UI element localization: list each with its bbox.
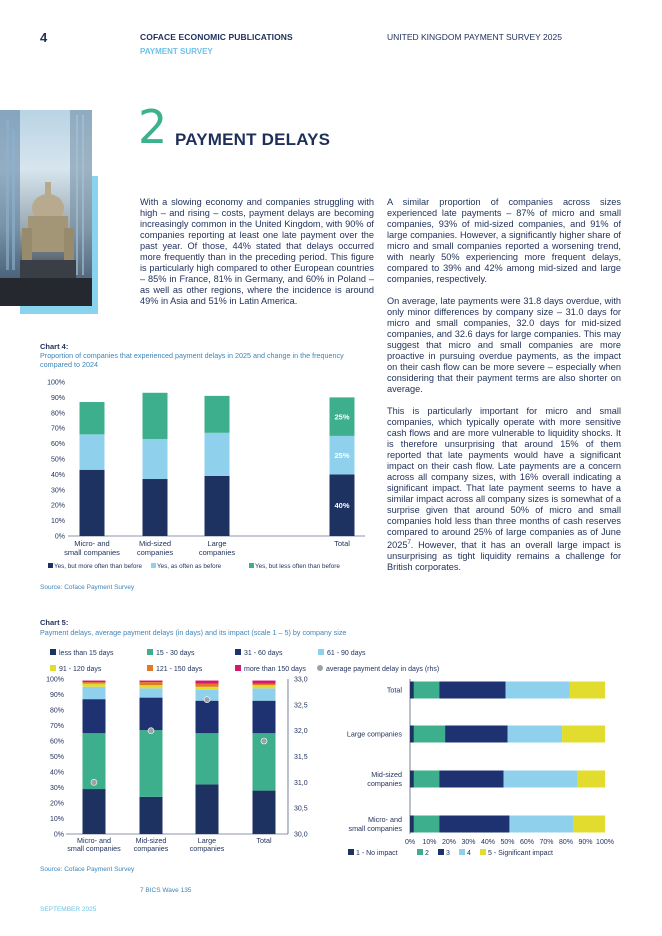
chart5-y-tick: 100% [46, 676, 64, 684]
chart5-source: Source: Coface Payment Survey [40, 866, 135, 873]
chart5-hbar-micro-and-small-companies-3 [439, 816, 509, 833]
chart5-hbar-micro-and-small-companies-5-significant-impact [574, 816, 605, 833]
chart4-y-tick: 0% [54, 533, 65, 541]
chart5-legend-swatch [318, 649, 324, 655]
chart5-bar-mid-sized-companies-15-30-days [140, 730, 163, 797]
chart4-y-tick: 40% [50, 471, 65, 479]
section-number: 2 [138, 100, 168, 154]
chart5-avg-delay-point [204, 697, 210, 703]
chart5-x-tick: Large [197, 836, 217, 845]
chart4-bar-micro-and-small-companies-yes-as-often-as-before [80, 434, 105, 469]
chart5-bar-micro-and-small-companies-less-than-15-days [83, 789, 106, 834]
chart5-hbar-total-5-significant-impact [570, 682, 605, 699]
chart4-y-tick: 30% [50, 487, 65, 495]
chart4-bar-mid-sized-companies-yes-but-less-often-than-before [143, 393, 168, 439]
chart5-x-tick: companies [133, 844, 169, 853]
chart5-bar-total-31-60-days [253, 701, 276, 734]
chart5-hbar-large-companies-4 [508, 726, 563, 743]
chart4-bar-large-companies-yes-but-more-often-than-before [205, 476, 230, 536]
chart4-label: Chart 4: [40, 342, 69, 351]
chart4-y-tick: 80% [50, 410, 65, 418]
chart4-y-tick: 90% [50, 394, 65, 402]
chart5-y2-tick: 30,0 [294, 831, 308, 839]
chart5-x-tick: Mid-sized [135, 836, 167, 845]
chart5-y-tick: 60% [49, 738, 64, 746]
chart5-bar-total-less-than-15-days [253, 791, 276, 834]
footnote-ref: 7 [407, 540, 411, 546]
chart5-bar-large-companies-31-60-days [196, 701, 219, 734]
chart4-bar-mid-sized-companies-yes-as-often-as-before [143, 439, 168, 479]
chart5-bar-large-companies-less-than-15-days [196, 784, 219, 834]
chart5-bar-mid-sized-companies-91-120-days [140, 685, 163, 688]
chart4-legend-swatch [151, 563, 156, 568]
chart5-hbar-total-2 [414, 682, 439, 699]
chart5-bar-large-companies-121-150-days [196, 684, 219, 687]
chart5-avg-delay-point [148, 728, 154, 734]
chart5-right-legend-label: 2 [425, 850, 429, 857]
chart4-x-tick: companies [198, 548, 236, 557]
chart5-right-legend-label: 3 [446, 850, 450, 857]
chart5-hbar-micro-and-small-companies-2 [414, 816, 439, 833]
chart5-right-x-tick: 90% [578, 839, 593, 846]
chart4-svg [30, 372, 375, 580]
chart5-hbar-large-companies-3 [445, 726, 507, 743]
chart5-hbar-mid-sized-companies-2 [414, 771, 439, 788]
chart5-avg-delay-point [91, 779, 97, 785]
chart5-bar-micro-and-small-companies-61-90-days [83, 687, 106, 699]
chart5-bar-total-121-150-days [253, 684, 276, 686]
chart5-avg-delay-point [261, 738, 267, 744]
chart4-bar-micro-and-small-companies-yes-but-less-often-than-before [80, 402, 105, 434]
chart5-right-category: small companies [348, 824, 402, 833]
chart5-right-category: companies [367, 779, 402, 788]
chart4-bar-large-companies-yes-as-often-as-before [205, 433, 230, 476]
chart5-hbar-micro-and-small-companies-1-no-impact [410, 816, 414, 833]
chart5-legend-label: average payment delay in days (rhs) [326, 666, 440, 673]
chart5-y-tick: 50% [49, 754, 64, 761]
chart5-bar-total-more-than-150-days [253, 681, 276, 684]
chart5-description: Payment delays, average payment delays (in days) and its impact (scale 1 – 5) by company size [40, 628, 347, 637]
chart5-bar-micro-and-small-companies-more-than-150-days [83, 681, 106, 683]
chart5-right-legend-label: 5 - Significant impact [488, 850, 553, 857]
chart4-x-tick: Large [207, 539, 227, 548]
chart5-y2-tick: 31,0 [294, 779, 308, 787]
chart5-legend-label: 121 - 150 days [156, 666, 203, 673]
paragraph-1: With a slowing economy and companies struggling with high – and rising – costs, payment delays are becoming increasingly common in the United Kingdom, with 90% of companies reporting at least one late payment over the past year. Of those, 44% stated that delays occurred more frequently than in the preceding period. This figure is particularly high compared to other European countries – 85% in France, 81% in Germany, and 60% in Poland – as well as other regions, where the incidence is around 49% in Asia and 51% in Latin America. [140, 197, 374, 306]
chart4-x-tick: small companies [64, 548, 120, 557]
chart5-hbar-total-3 [439, 682, 505, 699]
chart5-legend-swatch [147, 665, 153, 671]
publisher-label: COFACE ECONOMIC PUBLICATIONS [140, 32, 293, 42]
chart4-y-tick: 70% [50, 425, 65, 433]
chart4-bar-mid-sized-companies-yes-but-more-often-than-before [143, 479, 168, 536]
right-column [387, 197, 621, 573]
chart5-right-category: Large companies [346, 729, 402, 739]
chart5-hbar-large-companies-5-significant-impact [562, 726, 605, 743]
chart5-hbar-large-companies-1-no-impact [410, 726, 414, 743]
section-label: PAYMENT SURVEY [140, 47, 213, 56]
chart5-legend-label: 31 - 60 days [244, 650, 283, 657]
chart5-legend-marker [317, 665, 323, 671]
chart4-legend-swatch [249, 563, 254, 568]
chart4-description: Proportion of companies that experienced payment delays in 2025 and change in the frequency compared to 2024 [40, 351, 344, 369]
chart5-bar-large-companies-91-120-days [196, 687, 219, 690]
chart5-right-legend-swatch [438, 849, 444, 855]
chart4-y-tick: 50% [50, 456, 65, 464]
chart5-bar-mid-sized-companies-31-60-days [140, 698, 163, 731]
chart5-y-tick: 40% [49, 769, 64, 777]
chart5-bar-total-61-90-days [253, 688, 276, 700]
survey-title: UNITED KINGDOM PAYMENT SURVEY 2025 [387, 32, 562, 42]
chart5-right-legend-label: 1 - No impact [356, 850, 398, 857]
footnote: 7 BICS Wave 135 [140, 887, 192, 894]
chart5-x-tick: Total [256, 836, 272, 845]
chart5-right-x-tick: 50% [500, 839, 515, 846]
chart5-hbar-micro-and-small-companies-4 [509, 816, 573, 833]
chart5-right-x-tick: 30% [461, 839, 476, 846]
chart5-right-legend-swatch [459, 849, 465, 855]
chart5-x-tick: Micro- and [77, 836, 111, 845]
chart5-right-x-tick: 100% [596, 839, 614, 846]
chart5-y-tick: 0% [53, 831, 64, 839]
paragraph-2: A similar proportion of companies across sizes experienced late payments – 87% of micro and small companies, 93% of mid-sized companies, and 91% of large companies. However, a significantly higher share of micro and small companies reported a worsening trend, with nearly 50% experiencing more frequent delays, compared to 39% and 42% among mid-sized and large companies, respectively. [387, 197, 621, 284]
chart5-bar-large-companies-15-30-days [196, 733, 219, 784]
chart4-legend-label: Yes, but less often than before [255, 563, 340, 570]
chart5-right-x-tick: 80% [558, 839, 574, 846]
chart5-bar-mid-sized-companies-61-90-days [140, 688, 163, 697]
page-number: 4 [40, 30, 48, 45]
chart5-right-category: Total [386, 685, 402, 695]
paragraph-4-start: This is particularly important for micro and small companies, which typically operate with more sensitive cash flows and are more vulnerable to liquidity shocks. It is therefore unsurprising that around 15% of them reported that late payments would have a significant impact on their cash flow. Late payments are a concern across all company sizes, with 16% overall indicating a significant impact. That late payment seems to have a similar impact across all company sizes is somewhat of a surprise given that around 50% of micro and small companies hold less than three months of cash reserves compared to around 25% of large companies as of June 2025 [387, 406, 621, 551]
chart5-bar-mid-sized-companies-less-than-15-days [140, 797, 163, 834]
chart5-right-legend-label: 4 [467, 850, 471, 857]
chart5-right-x-tick: 70% [539, 839, 554, 846]
chart5-y2-tick: 32,5 [294, 702, 308, 710]
chart5-y2-tick: 32,0 [294, 728, 308, 736]
chart5-hbar-large-companies-2 [414, 726, 445, 743]
chart4-x-tick: companies [136, 548, 174, 557]
chart5-right-legend-swatch [348, 849, 354, 855]
chart4-y-tick: 10% [50, 518, 65, 526]
chart5-y-tick: 80% [49, 707, 64, 715]
chart4-x-tick: Micro- and [74, 539, 110, 548]
chart5-x-tick: companies [189, 844, 225, 853]
chart5-y-tick: 90% [49, 692, 64, 699]
chart5-legend-label: 61 - 90 days [327, 650, 366, 657]
chart5-right-x-tick: 40% [480, 839, 496, 846]
chart5-y-tick: 20% [49, 800, 64, 808]
chart5-legend-swatch [147, 649, 153, 655]
chart5-y-tick: 30% [49, 785, 64, 792]
chart4-x-tick: Mid-sized [138, 539, 172, 548]
chart5-legend-swatch [235, 665, 241, 671]
chart4-bar-large-companies-yes-but-less-often-than-before [205, 396, 230, 433]
chart5-bar-micro-and-small-companies-121-150-days [83, 682, 106, 684]
paragraph-4-end: . However, that it has an overall large impact is unsurprising as tight liquidity remains a challenge for British corporates. [387, 540, 621, 573]
chart5-hbar-mid-sized-companies-3 [439, 771, 503, 788]
chart5-label: Chart 5: [40, 618, 69, 627]
chart5-bar-large-companies-more-than-150-days [196, 681, 219, 684]
chart5-y2-tick: 30,5 [294, 805, 308, 813]
chart4-y-tick: 60% [50, 441, 65, 449]
chart5-legend-label: less than 15 days [59, 650, 114, 657]
chart4-legend-label: Yes, as often as before [157, 563, 222, 570]
chart5-legend-swatch [235, 649, 241, 655]
chart5-right-x-tick: 20% [441, 839, 457, 846]
section-title: PAYMENT DELAYS [175, 130, 331, 149]
paragraph-3: On average, late payments were 31.8 days overdue, with only minor differences by company size – 31.0 days for micro and small companies, 32.0 days for mid-sized companies, and 32.6 days for large companies. This may suggest that micro and small companies are more proactive in pursuing overdue payments, as the impact on their cash flow can be more severe – especially when considering that their payment terms are also shorter on average. [387, 296, 621, 394]
chart4-legend-swatch [48, 563, 53, 568]
chart5-legend-label: 91 - 120 days [59, 666, 102, 673]
chart5-bar-mid-sized-companies-121-150-days [140, 682, 163, 685]
chart5-right-x-tick: 10% [422, 839, 437, 846]
chart4-data-label: 25% [334, 451, 350, 461]
chart5-right-legend-swatch [480, 849, 486, 855]
chart5-bar-total-91-120-days [253, 685, 276, 688]
chart5-y-tick: 70% [49, 723, 64, 730]
chart5-right-category: Micro- and [368, 815, 402, 824]
chart5-right-category: Mid-sized [371, 770, 402, 779]
chart5-legend-label: 15 - 30 days [156, 650, 195, 657]
chart5-legend-label: more than 150 days [244, 666, 306, 673]
chart5-right-x-tick: 60% [519, 839, 535, 846]
chart5-legend-swatch [50, 649, 56, 655]
chart5-hbar-total-1-no-impact [410, 682, 414, 699]
chart5-legend-swatch [50, 665, 56, 671]
chart5-right-legend-swatch [417, 849, 423, 855]
chart4-bar-micro-and-small-companies-yes-but-more-often-than-before [80, 470, 105, 536]
paragraph-4 [387, 406, 621, 573]
chart4-data-label: 40% [334, 501, 350, 511]
chart5-hbar-mid-sized-companies-5-significant-impact [578, 771, 605, 788]
chart4-y-tick: 100% [47, 379, 65, 387]
chart5-hbar-mid-sized-companies-4 [504, 771, 578, 788]
cathedral-photo [0, 110, 92, 306]
chart5-hbar-total-4 [506, 682, 570, 699]
chart4-x-tick: Total [334, 539, 350, 548]
chart5-svg [30, 645, 630, 863]
chart4-data-label: 25% [334, 412, 350, 422]
chart4-y-tick: 20% [50, 502, 65, 510]
chart5-y2-tick: 31,5 [294, 754, 308, 761]
chart5-right-x-tick: 0% [404, 839, 416, 846]
chart5-y-tick: 10% [49, 816, 64, 823]
chart5-bar-micro-and-small-companies-91-120-days [83, 684, 106, 687]
chart5-bar-micro-and-small-companies-31-60-days [83, 699, 106, 733]
chart4-legend-label: Yes, but more often than before [54, 563, 142, 570]
page-footer: SEPTEMBER 2025 [40, 906, 97, 913]
chart5-x-tick: small companies [67, 844, 121, 853]
cathedral-illustration [0, 110, 92, 306]
chart5-hbar-mid-sized-companies-1-no-impact [410, 771, 414, 788]
chart4-source: Source: Coface Payment Survey [40, 584, 135, 591]
chart5-bar-mid-sized-companies-more-than-150-days [140, 681, 163, 683]
chart5-y2-tick: 33,0 [294, 676, 308, 684]
